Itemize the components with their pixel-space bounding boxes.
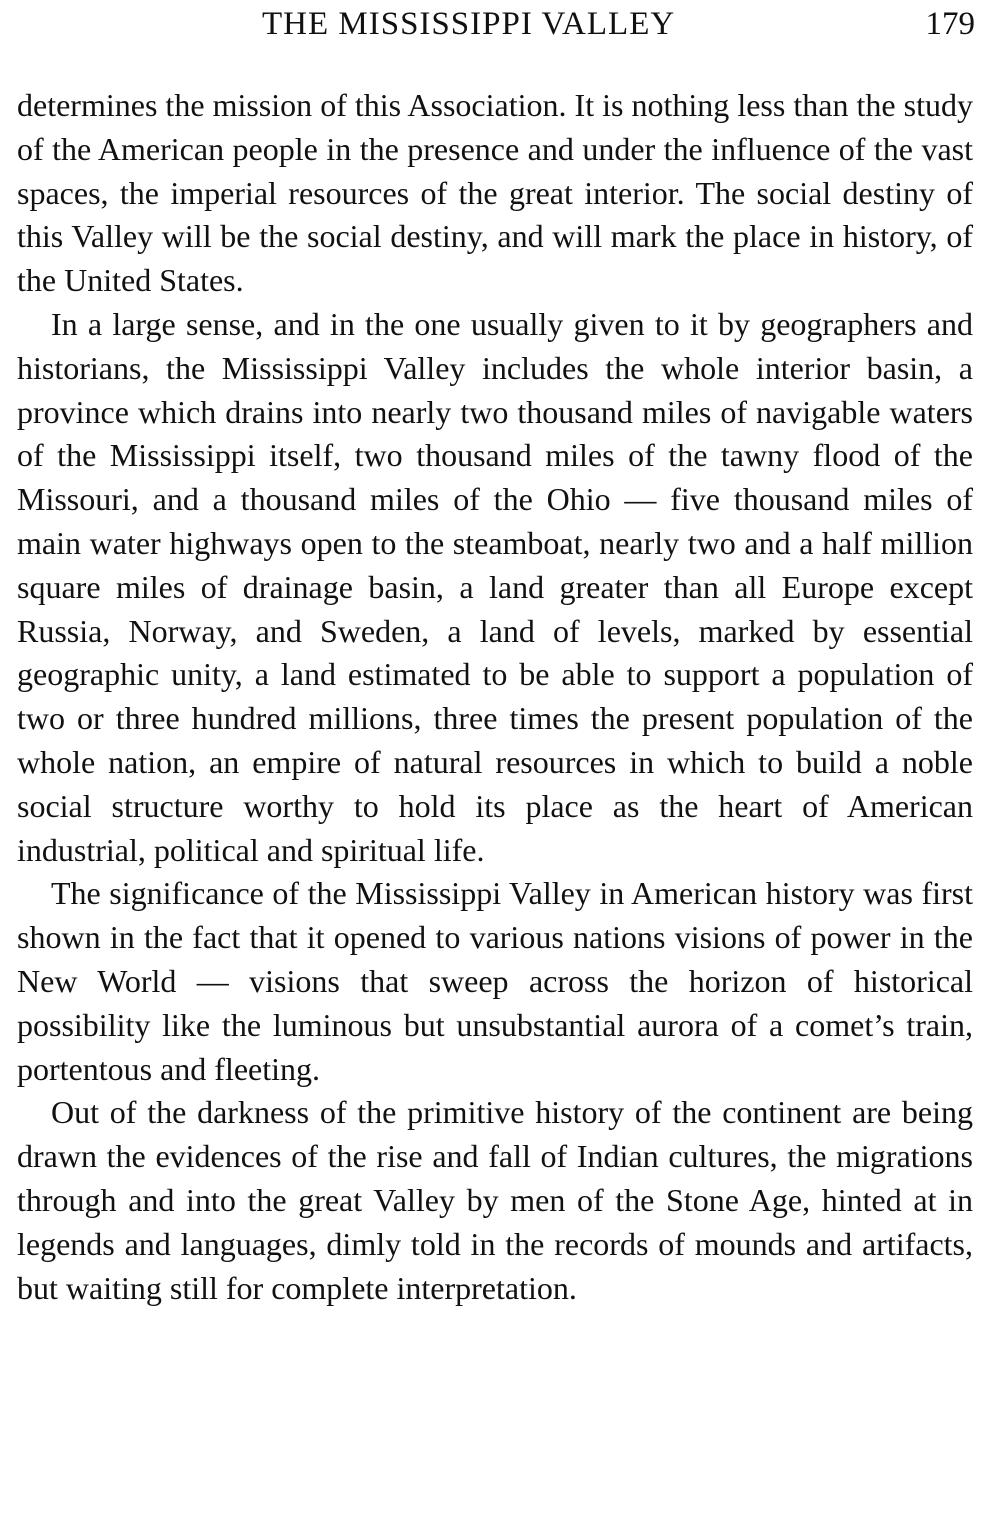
paragraph: In a large sense, and in the one usually given to it by geographers and historians, the Mississippi Valley includes the whole interior basin, a province which drains into nearly two thousand miles of navigable waters of the Mississippi itself, two thousand miles of the tawny flood of the Missouri, and a thousand miles of the Ohio — five thousand miles of main water highways open to the steamboat, nearly two and a half million square miles of drainage basin, a land greater than all Europe except Russia, Norway, and Sweden, a land of levels, marked by essential geographic unity, a land estimated to be able to support a population of two or three hundred millions, three times the present population of the whole nation, an empire of natural resources in which to build a noble social structure worthy to hold its place as the heart of American industrial, political and spiritual life.	[17, 305, 973, 868]
page-number: 179	[925, 6, 975, 42]
paragraph: Out of the darkness of the primitive history of the continent are being drawn the evidences of the rise and fall of Indian cultures, the migrations through and into the great Valley by men of the Stone Age, hinted at in legends and languages, dimly told in the records of mounds and artifacts, but waiting still for complete interpretation.	[17, 1094, 973, 1306]
page-body	[17, 84, 973, 1310]
page-header	[0, 2, 1000, 46]
paragraph: The significance of the Mississippi Valley in American history was first shown in the fact that it opened to various nations visions of power in the New World — visions that sweep across the horizon of historical possibility like the luminous but unsubstantial aurora of a comet’s train, portentous and fleeting.	[17, 875, 973, 1087]
paragraph-continued: determines the mission of this Association. It is nothing less than the study of the American people in the presence and under the influence of the vast spaces, the imperial resources of the great interior. The social destiny of this Valley will be the social destiny, and will mark the place in history, of the United States.	[17, 87, 973, 299]
running-head: THE MISSISSIPPI VALLEY	[262, 6, 676, 42]
